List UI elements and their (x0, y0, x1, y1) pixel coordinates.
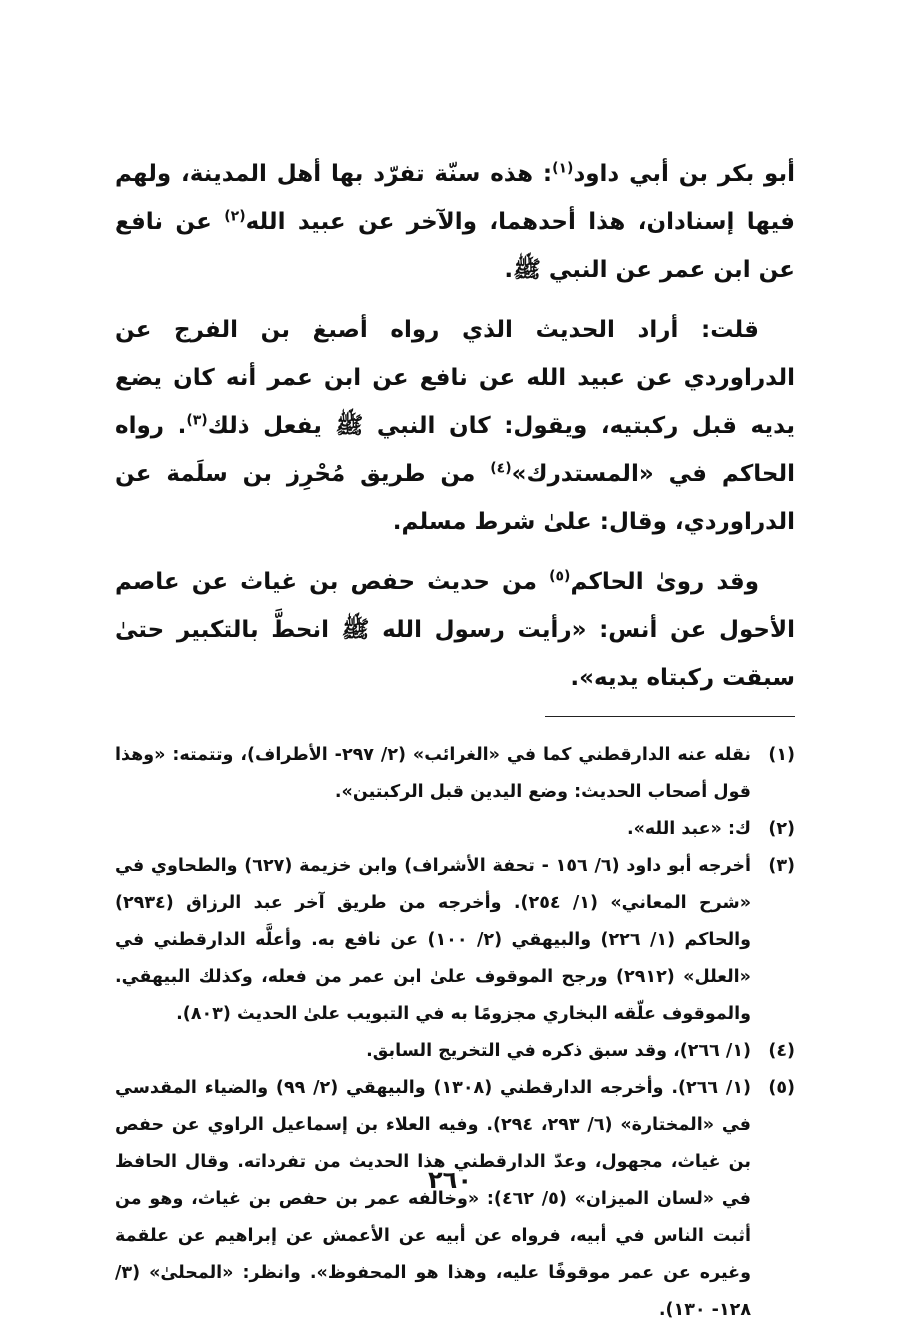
footnote-number: (١) (768, 745, 795, 765)
footnote-3 (115, 848, 795, 1033)
page-number: ٢٦٠ (428, 1166, 472, 1194)
main-text (115, 150, 795, 702)
footnote-2 (115, 811, 795, 848)
footnote-ref-4[interactable]: (٤) (490, 460, 512, 477)
paragraph-text: : هذه سنّة تفرّد بها أهل المدينة، ولهم فيها إسنادان، هذا أحدهما، والآخر عن عبيد الله (115, 161, 795, 235)
paragraph-text: أبو بكر بن أبي داود (573, 161, 795, 187)
paragraph-2 (115, 306, 795, 546)
paragraph-3 (115, 558, 795, 702)
paragraph-text: من طريق مُحْرِز بن سلَمة عن الدراوردي، وقال: علىٰ شرط مسلم. (115, 461, 795, 535)
footnote-text: ك: «عبد الله». (626, 819, 751, 839)
footnote-number: (٤) (768, 1041, 795, 1061)
footnote-ref-3[interactable]: (٣) (186, 412, 208, 429)
paragraph-text: من حديث حفص بن غياث عن عاصم الأحول عن أنس: «رأيت رسول الله ﷺ انحطَّ بالتكبير حتىٰ سبقت ركبتاه يديه». (115, 569, 795, 691)
paragraph-text: . رواه الحاكم في «المستدرك» (115, 413, 795, 487)
footnote-ref-5[interactable]: (٥) (549, 568, 571, 585)
footnote-ref-1[interactable]: (١) (552, 160, 574, 177)
footnote-number: (٥) (768, 1078, 795, 1098)
footnote-text: نقله عنه الدارقطني كما في «الغرائب» (٢/ ٢٩٧- الأطراف)، وتتمته: «وهذا قول أصحاب الحديث: وضع اليدين قبل الركبتين». (115, 745, 751, 802)
footnote-ref-2[interactable]: (٢) (224, 208, 246, 225)
paragraph-text: وقد روىٰ الحاكم (570, 569, 760, 595)
footnote-number: (٢) (768, 819, 795, 839)
paragraph-text: عن نافع عن ابن عمر عن النبي ﷺ. (115, 209, 795, 283)
footnote-text: أخرجه أبو داود (٦/ ١٥٦ - تحفة الأشراف) وابن خزيمة (٦٢٧) والطحاوي في «شرح المعاني» (١/ ٢٥٤). وأخرجه من طريق آخر عبد الرزاق (٢٩٣٤) والحاكم (١/ ٢٢٦) والبيهقي (٢/ ١٠٠) عن نافع به. وأعلَّه الدارقطني في «العلل» (٢٩١٢) ورجح الموقوف علىٰ ابن عمر من فعله، وكذلك البيهقي. والموقوف علّقه البخاري مجزومًا به في التبويب علىٰ الحديث (٨٠٣). (115, 856, 752, 1024)
footnote-number: (٣) (768, 856, 795, 876)
footnote-text: (١/ ٢٦٦). وأخرجه الدارقطني (١٣٠٨) والبيهقي (٢/ ٩٩) والضياء المقدسي في «المختارة» (٦/ ٢٩٣، ٢٩٤). وفيه العلاء بن إسماعيل الراوي عن حفص بن غياث، مجهول، وعدّ الدارقطني هذا الحديث من تفرداته. وقال الحافظ في «لسان الميزان» (٥/ ٤٦٢): «وخالفه عمر بن حفص بن غياث، وهو من أثبت الناس في أبيه، فرواه عن أبيه عن الأعمش عن إبراهيم عن علقمة وغيره عن عمر موقوفًا عليه، وهذا هو المحفوظ». وانظر: «المحلىٰ» (٣/ ١٢٨- ١٣٠). (115, 1078, 752, 1320)
footnotes (115, 737, 795, 1329)
document-page (115, 150, 795, 1329)
footnote-5 (115, 1070, 795, 1329)
paragraph-text: قلت: أراد الحديث الذي رواه أصبغ بن الفرج عن الدراوردي عن عبيد الله عن نافع عن ابن عمر أنه كان يضع يديه قبل ركبتيه، ويقول: كان النبي ﷺ يفعل ذلك (115, 317, 796, 439)
paragraph-1 (115, 150, 795, 294)
footnote-4 (115, 1033, 795, 1070)
footnote-1 (115, 737, 795, 811)
footnote-separator (545, 716, 795, 717)
footnote-text: (١/ ٢٦٦)، وقد سبق ذكره في التخريج السابق. (366, 1041, 751, 1061)
